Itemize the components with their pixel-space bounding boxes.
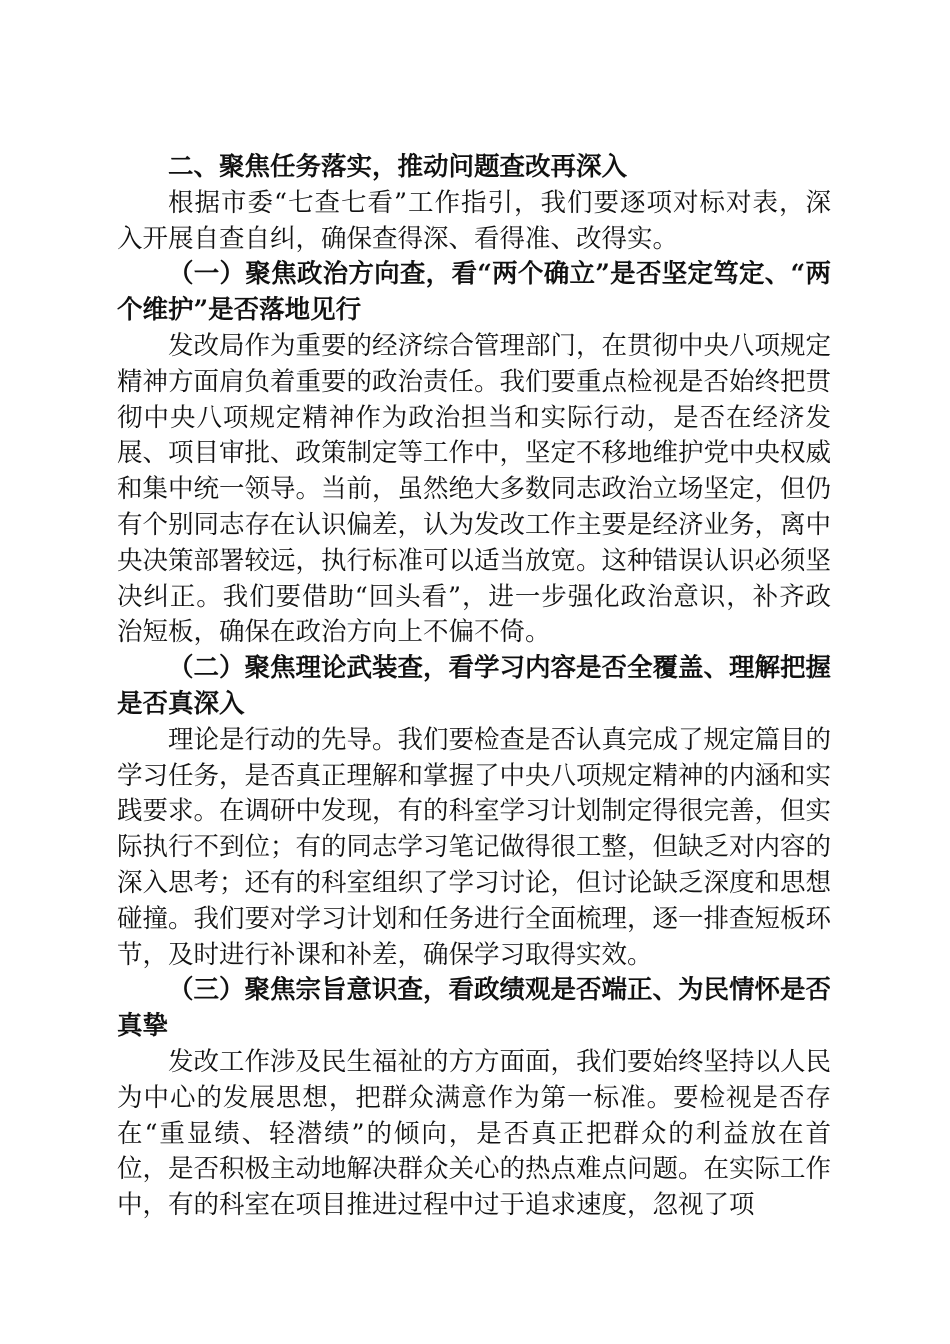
subsection-title-3: （三）聚焦宗旨意识查，看政绩观是否端正、为民情怀是否真挚	[117, 975, 832, 1042]
subsection-body-3: 发改工作涉及民生福祉的方方面面，我们要始终坚持以人民为中心的发展思想，把群众满意作为第一标准。要检视是否存在“重显绩、轻潜绩”的倾向，是否真正把群众的利益放在首位，是否积极主动地解决群众关心的热点难点问题。在实际工作中，有的科室在项目推进过程中过于追求速度，忽视了项	[117, 1046, 832, 1221]
subsection-body-1: 发改局作为重要的经济综合管理部门，在贯彻中央八项规定精神方面肩负着重要的政治责任。我们要重点检视是否始终把贯彻中央八项规定精神作为政治担当和实际行动，是否在经济发展、项目审批、政策制定等工作中，坚定不移地维护党中央权威和集中统一领导。当前，虽然绝大多数同志政治立场坚定，但仍有个别同志存在认识偏差，认为发改工作主要是经济业务，离中央决策部署较远，执行标准可以适当放宽。这种错误认识必须坚决纠正。我们要借助“回头看”，进一步强化政治意识，补齐政治短板，确保在政治方向上不偏不倚。	[117, 330, 832, 648]
subsection-title-2: （二）聚焦理论武装查，看学习内容是否全覆盖、理解把握是否真深入	[117, 653, 832, 719]
subsection-body-2: 理论是行动的先导。我们要检查是否认真完成了规定篇目的学习任务，是否真正理解和掌握了中央八项规定精神的内涵和实践要求。在调研中发现，有的科室学习计划制定得很完善，但实际执行不到位；有的同志学习笔记做得很工整，但缺乏对内容的深入思考；还有的科室组织了学习讨论，但讨论缺乏深度和思想碰撞。我们要对学习计划和任务进行全面梳理，逐一排查短板环节，及时进行补课和补差，确保学习取得实效。	[117, 724, 832, 970]
section-heading: 二、聚焦任务落实，推动问题查改再深入	[168, 152, 628, 182]
intro-paragraph: 根据市委“七查七看”工作指引，我们要逐项对标对表，深入开展自查自纠，确保查得深、看得准、改得实。	[117, 187, 831, 254]
document-page	[117, 150, 831, 1224]
subsection-title-1: （一）聚焦政治方向查，看“两个确立”是否坚定笃定、“两个维护”是否落地见行	[117, 259, 831, 326]
